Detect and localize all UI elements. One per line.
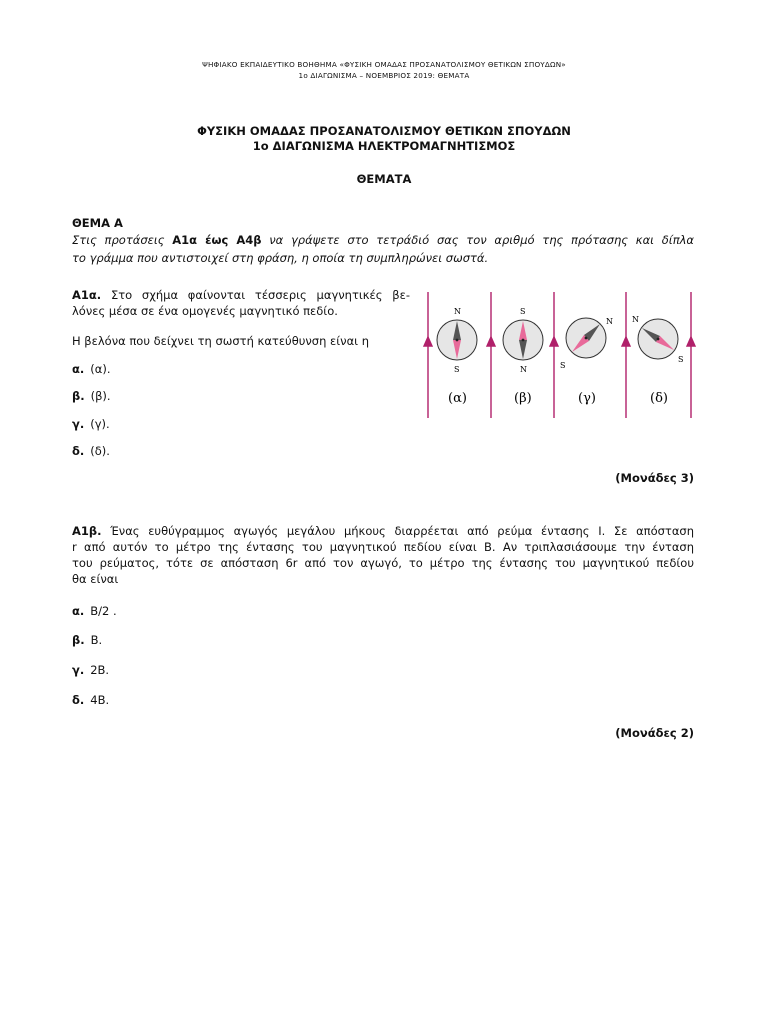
compass-c-north-label: N [606,317,613,326]
option-letter: γ. [72,663,85,677]
compass-needles-figure [420,290,700,420]
option-letter: β. [72,633,85,647]
field-arrow [550,337,558,346]
q1-text-line2: λόνες μέσα σε ένα ομογενές μαγνητικό πεδίο. [72,304,338,318]
document-subtitle: 1ο ΔΙΑΓΩΝΙΣΜΑ ΗΛΕΚΤΡΟΜΑΓΝΗΤΙΣΜΟΣ [252,139,516,153]
compass-d-south-label: S [678,355,684,364]
compass-a [437,307,477,406]
compass-a-north-label: N [454,307,461,316]
intro-pre: Στις προτάσεις [72,233,165,247]
compass-b-south-label: S [520,307,526,316]
q2-option-a [72,604,117,618]
field-arrow [622,337,630,346]
compass-c-south-label: S [560,361,566,370]
q2-marks: (Μονάδες 2) [615,726,694,740]
q1-text-part1: Στο σχήμα φαίνονται τέσσερις μαγνητικές βε- [110,288,410,302]
q2-option-d [72,693,109,707]
q2-line1-text: Ένας ευθύγραμμος αγωγός μεγάλου μήκους διαρρέεται από ρεύμα έντασης Ι. Σε απόσταση [110,524,694,538]
q2-option-b [72,633,102,647]
document-title: ΦΥΣΙΚΗ ΟΜΑΔΑΣ ΠΡΟΣΑΝΑΤΟΛΙΣΜΟΥ ΘΕΤΙΚΩΝ ΣΠΟΥΔΩΝ [197,124,571,138]
option-letter: β. [72,389,85,403]
caption-b: (β) [514,391,532,406]
q1-text-line1 [72,287,410,303]
option-text: Β/2 . [90,604,117,618]
q2-option-c [72,663,109,677]
section-a-intro-line2: το γράμμα που αντιστοιχεί στη φράση, η οποία τη συμπληρώνει σωστά. [72,251,489,265]
q1-option-a [72,362,111,376]
q2-line2: r από αυτόν το μέτρο της έντασης του μαγνητικού πεδίου είναι Β. Αν τριπλασιάσουμε την ένταση [72,540,694,554]
q1-option-c [72,417,110,431]
q1-label: Α1α. [72,288,102,302]
option-text: (α). [90,362,111,376]
option-letter: α. [72,362,85,376]
option-text: 2Β. [90,663,110,677]
compass-b-north-label: N [520,365,527,374]
q1-question: Η βελόνα που δείχνει τη σωστή κατεύθυνση είναι η [72,334,369,348]
field-arrow [487,337,495,346]
q1-option-b [72,389,111,403]
compass-b [503,307,543,406]
compass-d-north-label: N [632,315,639,324]
caption-d: (δ) [650,391,668,406]
caption-a: (α) [448,391,467,406]
section-a-intro-line1 [72,232,694,248]
compass-c [560,317,613,406]
intro-bold: Α1α έως Α4β [172,233,262,247]
compass-d [632,315,683,406]
option-text: (β). [90,389,111,403]
option-letter: δ. [72,444,85,458]
option-letter: γ. [72,417,85,431]
q2-label: Α1β. [72,524,102,538]
field-arrow [424,337,432,346]
option-text: (γ). [90,417,110,431]
option-text: 4Β. [90,693,110,707]
intro-post: να γράψετε στο τετράδιό σας τον αριθμό της πρότασης και δίπλα [269,233,695,247]
q1-option-d [72,444,110,458]
q2-line1 [72,523,694,539]
caption-c: (γ) [578,391,596,406]
option-text: Β. [90,633,103,647]
field-arrow [687,337,695,346]
q2-line3: του ρεύματος, τότε σε απόσταση 6r από τον αγωγό, το μέτρο της έντασης του μαγνητικού πεδίου [72,556,694,570]
header-line-2: 1ο ΔΙΑΓΩΝΙΣΜΑ – ΝΟΕΜΒΡΙΟΣ 2019: ΘΕΜΑΤΑ [298,71,470,80]
q2-line4: θα είναι [72,572,119,586]
section-a-heading: ΘΕΜΑ Α [72,216,123,230]
option-letter: δ. [72,693,85,707]
compass-a-south-label: S [454,365,460,374]
section-title-themes: ΘΕΜΑΤΑ [356,172,412,186]
q1-marks: (Μονάδες 3) [615,471,694,485]
option-letter: α. [72,604,85,618]
option-text: (δ). [90,444,110,458]
header-line-1: ΨΗΦΙΑΚΟ ΕΚΠΑΙΔΕΥΤΙΚΟ ΒΟΗΘΗΜΑ «ΦΥΣΙΚΗ ΟΜΑΔΑΣ ΠΡΟΣΑΝΑΤΟΛΙΣΜΟΥ ΘΕΤΙΚΩΝ ΣΠΟΥΔΩΝ» [202,60,566,69]
